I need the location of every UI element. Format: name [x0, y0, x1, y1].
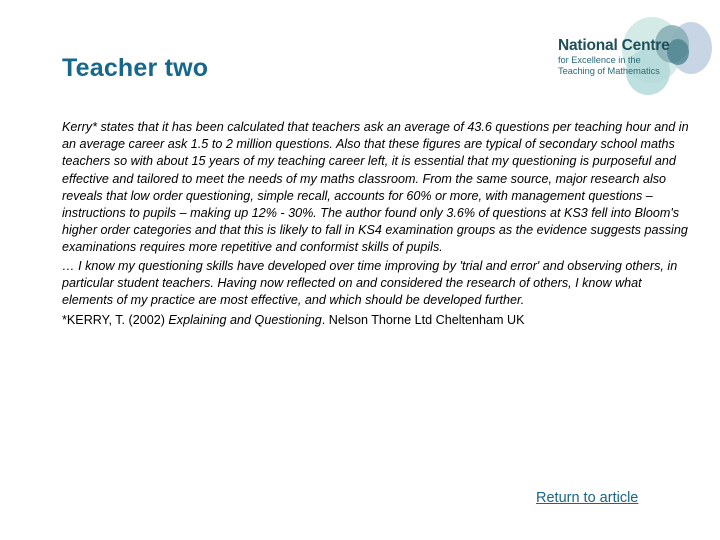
reference-citation — [62, 312, 692, 329]
paragraph-two: … I know my questioning skills have developed over time improving by 'trial and error' and observing others, in particular student teachers. Having now reflected on and considered the research of others, I know what elements of my practice are most effective, and which should be developed further. — [62, 258, 678, 308]
logo-line-1: National Centre — [558, 37, 670, 54]
paragraph-one: Kerry* states that it has been calculated that teachers ask an average of 43.6 questions per teaching hour and in an average career ask 1.5 to 2 million questions. Also that these figures are typical of secondary school maths teachers so with about 15 years of my teaching career left, it is essential that my questioning is purposeful and effective and tailored to meet the needs of my maths classroom. From the same source, major research also reveals that low order questioning, simple recall, accounts for 60% or more, with management questions – instructions to pupils – making up 12% - 30%. The author found only 3.6% of questions at KS3 fell into Bloom's higher order categories and that this is likely to fall in KS4 examination groups as the evidence suggests passing examinations requires more repetitive and conformist skills of pupils. — [62, 120, 689, 255]
logo-line-2: for Excellence in the — [558, 54, 641, 65]
logo-text-block — [558, 38, 683, 77]
logo-line-3: Teaching of Mathematics — [558, 66, 660, 77]
reference-suffix: . Nelson Thorne Ltd Cheltenham UK — [321, 313, 525, 328]
reference-title: Explaining and Questioning — [168, 313, 322, 328]
reference-prefix: *KERRY, T. (2002) — [62, 313, 169, 328]
return-to-article-link[interactable]: Return to article — [536, 490, 639, 506]
ncetm-logo — [548, 10, 713, 102]
page-title: Teacher two — [62, 54, 209, 82]
body-content — [62, 119, 692, 329]
